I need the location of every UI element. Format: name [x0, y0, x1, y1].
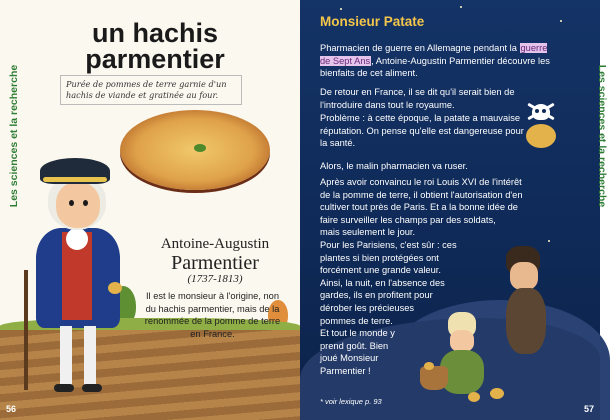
side-label-left: Les sciences et la recherche [8, 64, 20, 208]
face [56, 182, 100, 228]
eye [83, 200, 88, 206]
paragraph-2: De retour en France, il se dit qu'il serait bien de l'introduire dans tout le royaume. [320, 87, 515, 110]
skull-eye [542, 109, 546, 113]
page-number-right: 57 [584, 404, 595, 414]
p5-line: de la pomme de terre, il obtient l'autorisation d'en [320, 189, 523, 200]
p5-line: Parmentier ! [320, 365, 371, 376]
p5-line: prend goût. Bien [320, 340, 389, 351]
footnote: * voir lexique p. 93 [320, 397, 382, 406]
bio-text: Il est le monsieur à l'origine, non du hachis parmentier, mais de la renommée de la pomme de terre en France. [144, 291, 281, 339]
section-heading: Monsieur Patate [320, 14, 425, 29]
potato-icon [526, 124, 556, 148]
hachis-dish-illustration [120, 110, 270, 190]
p1-after: , Antoine-Augustin Parmentier découvre les bienfaits de cet aliment. [320, 55, 550, 79]
page-number-left: 56 [6, 404, 17, 414]
p5-line: mais seulement le jour. [320, 227, 416, 238]
p5-line: plantes si bien protégées ont [320, 252, 439, 263]
person-last-name: Parmentier [171, 252, 259, 274]
definition-caption: Purée de pommes de terre garnie d'un hachis de viande et gratinée au four. [60, 75, 242, 105]
eye [69, 200, 74, 206]
potato [468, 392, 480, 402]
title-line-1: un hachis [91, 18, 219, 48]
p5-line: Après avoir convaincu le roi Louis XVI de l'intérêt [320, 177, 522, 187]
p5-line: pommes de terre. [320, 315, 393, 326]
p5-line: dérober les précieuses [320, 302, 415, 313]
star [340, 8, 342, 10]
paragraph-3: Problème : à cette époque, la patate a mauvaise réputation. On pense qu'elle est dangereuse pour la santé. [320, 113, 524, 149]
right-page [300, 0, 608, 420]
parsley-garnish [194, 144, 206, 152]
skull [532, 104, 550, 120]
p5-line: faire surveiller les champs par des soldats, [320, 214, 496, 225]
p5-line: Et tout le monde y [320, 328, 395, 339]
person-first-name: Antoine-Augustin [160, 236, 270, 252]
p5-line: gardes, ils en profitent pour [320, 290, 433, 301]
lace-jabot [66, 228, 88, 250]
p5-line: cultiver tout près de Paris. Et a la bonne idée de [320, 202, 518, 213]
paragraph-5 [320, 176, 548, 378]
skull-eye [535, 109, 539, 113]
p5-line: joué Monsieur [320, 353, 379, 364]
lexicon-link-guerre-sept-ans[interactable]: guerre de Sept Ans [320, 43, 548, 66]
p5-line: Ainsi, la nuit, en l'absence des [320, 277, 445, 288]
paragraph-1 [320, 42, 552, 80]
star [460, 6, 462, 8]
person-dates: (1737-1813) [187, 273, 243, 285]
title-line-2: parmentier [85, 44, 225, 74]
left-page [0, 0, 300, 420]
leg [84, 326, 96, 386]
star [560, 20, 562, 22]
shoe [54, 384, 74, 392]
potato-in-hand [108, 282, 122, 294]
shoe [82, 384, 102, 392]
plowed-field [0, 330, 300, 420]
person-name-block [140, 236, 290, 285]
potato [490, 388, 504, 399]
side-label-right: Les sciences et la recherche [596, 64, 608, 208]
p5-line: forcément une grande valeur. [320, 265, 441, 276]
cane [24, 270, 28, 390]
p5-line: Pour les Parisiens, c'est sûr : ces [320, 239, 457, 250]
page-title [60, 20, 250, 72]
leg [60, 326, 72, 386]
star [548, 240, 550, 242]
hat-trim [43, 177, 107, 182]
p1-before: Pharmacien de guerre en Allemagne pendant la [320, 43, 520, 53]
paragraph-4: Alors, le malin pharmacien va ruser. [320, 161, 468, 171]
